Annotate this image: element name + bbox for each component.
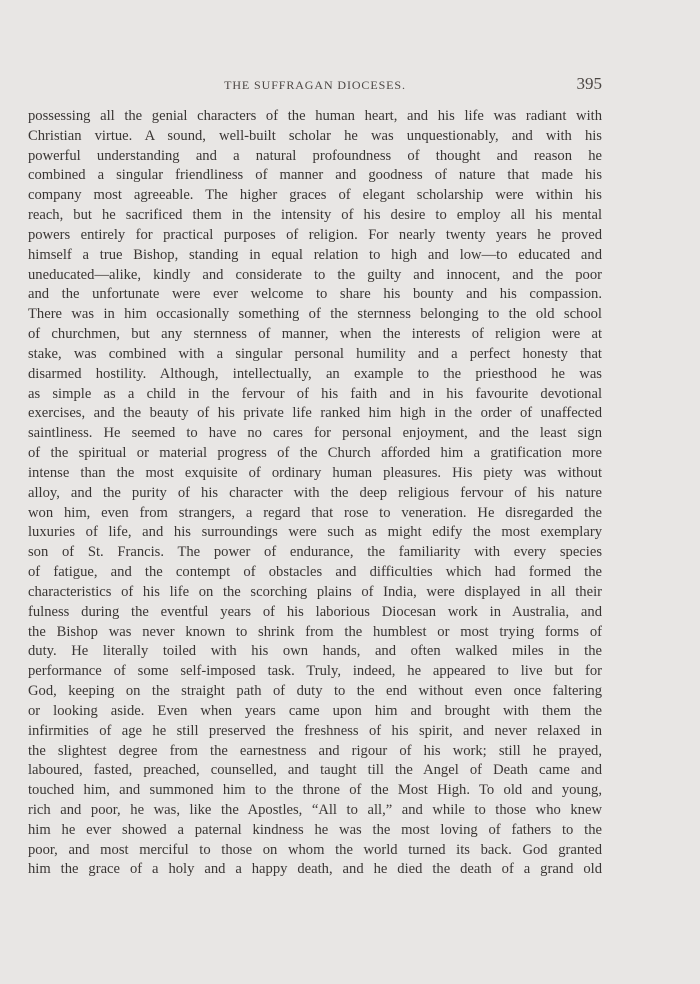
text-line: poor, and most merciful to those on whom the world turned its back. God granted [28, 841, 602, 858]
page-number: 395 [576, 74, 602, 93]
text-line: of churchmen, but any sternness of manner, when the interests of religion were at [28, 326, 602, 343]
text-line: exercises, and the beauty of his private life ranked him high in the order of unaffected [28, 405, 602, 422]
text-line: the slightest degree from the earnestness and rigour of his work; still he prayed, [28, 742, 602, 759]
text-line: disarmed hostility. Although, intellectually, an example to the priesthood he was [28, 365, 602, 382]
text-line: alloy, and the purity of his character with the deep religious fervour of his nature [28, 484, 602, 501]
text-line: him he ever showed a paternal kindness he was the most loving of fathers to the [28, 821, 602, 838]
text-line: stake, was combined with a singular personal humility and a perfect honesty that [28, 345, 602, 362]
text-line: of the spiritual or material progress of the Church afforded him a gratification more [28, 445, 602, 462]
text-line: himself a true Bishop, standing in equal relation to high and low—to educated and [28, 246, 602, 263]
text-line: intense than the most exquisite of ordinary human pleasures. His piety was without [28, 464, 602, 481]
text-line: Christian virtue. A sound, well-built scholar he was unquestionably, and with his [28, 127, 602, 144]
text-line: him the grace of a holy and a happy death, and he died the death of a grand old [28, 861, 602, 878]
text-line: fulness during the eventful years of his laborious Diocesan work in Australia, and [28, 603, 602, 620]
text-line: There was in him occasionally something of the sternness belonging to the old school [28, 306, 602, 323]
text-line: laboured, fasted, preached, counselled, and taught till the Angel of Death came and [28, 762, 602, 779]
text-line: son of St. Francis. The power of endurance, the familiarity with every species [28, 544, 602, 561]
text-line: or looking aside. Even when years came upon him and brought with them the [28, 702, 602, 719]
text-line: duty. He literally toiled with his own hands, and often walked miles in the [28, 643, 602, 660]
text-line: luxuries of life, and his surroundings were such as might edify the most exemplary [28, 524, 602, 541]
text-line: combined a singular friendliness of manner and goodness of nature that made his [28, 167, 602, 184]
text-line: as simple as a child in the fervour of his faith and in his favourite devotional [28, 385, 602, 402]
text-line: possessing all the genial characters of the human heart, and his life was radiant with [28, 108, 602, 124]
body-text [28, 107, 602, 880]
text-line: touched him, and summoned him to the throne of the Most High. To old and young, [28, 782, 602, 799]
running-header [28, 74, 602, 96]
text-line: reach, but he sacrificed them in the intensity of his desire to employ all his mental [28, 207, 602, 224]
text-line: the Bishop was never known to shrink from the humblest or most trying forms of [28, 623, 602, 640]
text-line: performance of some self-imposed task. Truly, indeed, he appeared to live but for [28, 663, 602, 680]
text-line: uneducated—alike, kindly and considerate to the guilty and innocent, and the poor [28, 266, 602, 283]
running-title: THE SUFFRAGAN DIOCESES. [224, 78, 406, 92]
text-line: saintliness. He seemed to have no cares for personal enjoyment, and the least sign [28, 425, 602, 442]
text-line: company most agreeable. The higher graces of elegant scholarship were within his [28, 187, 602, 204]
text-line: powerful understanding and a natural profoundness of thought and reason he [28, 147, 602, 164]
text-line: God, keeping on the straight path of duty to the end without even once faltering [28, 683, 602, 700]
text-line: characteristics of his life on the scorching plains of India, were displayed in all their [28, 583, 602, 600]
text-line: powers entirely for practical purposes of religion. For nearly twenty years he proved [28, 226, 602, 243]
text-line: rich and poor, he was, like the Apostles, “All to all,” and while to those who knew [28, 801, 602, 818]
text-line: of fatigue, and the contempt of obstacles and difficulties which had formed the [28, 564, 602, 581]
text-line: infirmities of age he still preserved the freshness of his spirit, and never relaxed in [28, 722, 602, 739]
text-line: won him, even from strangers, a regard that rose to veneration. He disregarded the [28, 504, 602, 521]
text-line: and the unfortunate were ever welcome to share his bounty and his compassion. [28, 286, 602, 303]
